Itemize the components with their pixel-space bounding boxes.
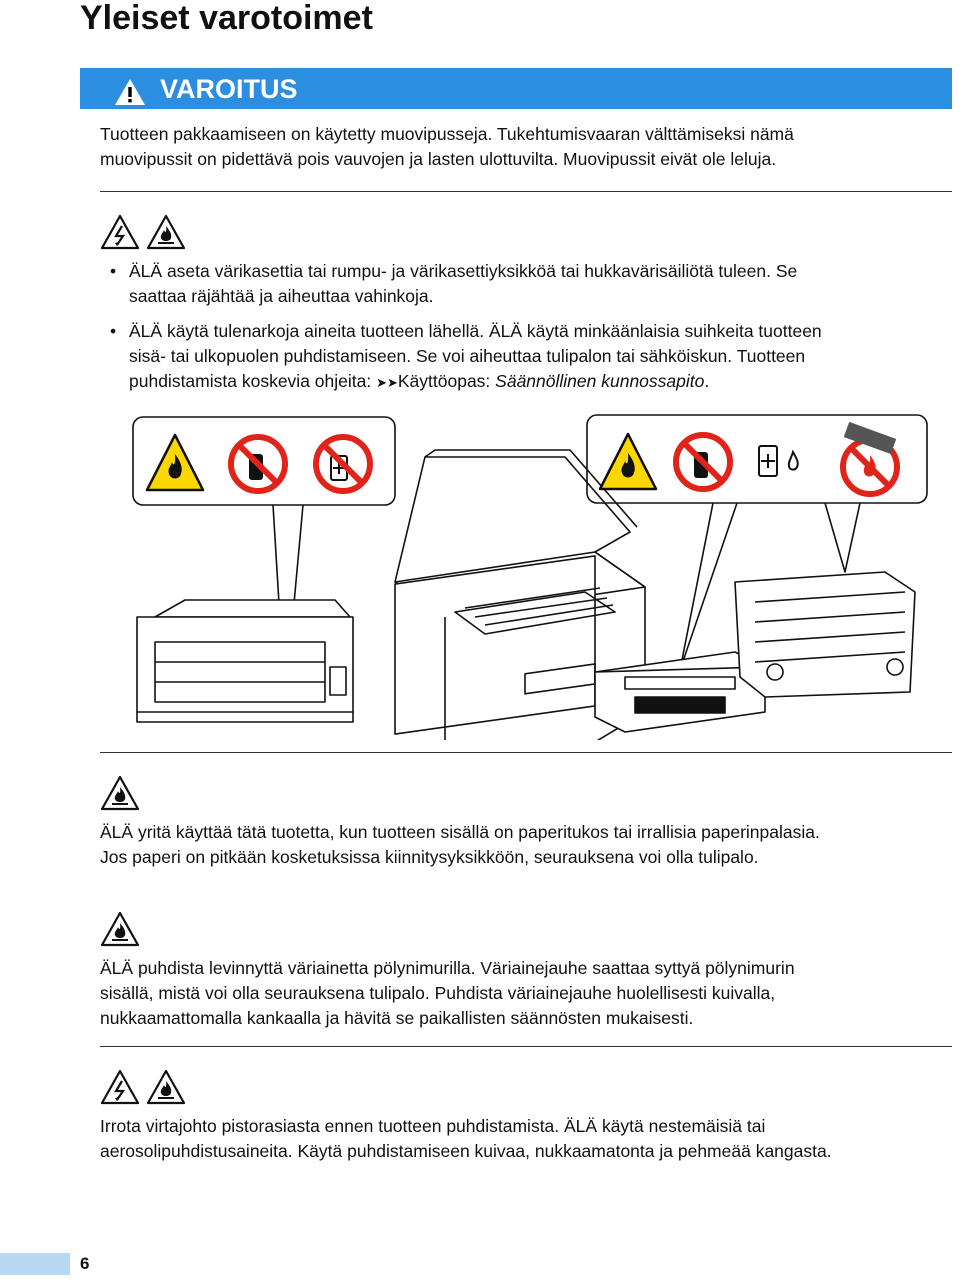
double-arrow-icon: ➤➤ [376, 375, 398, 390]
no-spray-sign [676, 435, 730, 489]
warning-banner-label: VAROITUS [160, 74, 298, 104]
electric-hazard-icon [100, 1069, 140, 1105]
electric-hazard-icon [100, 214, 140, 250]
divider [100, 752, 952, 753]
section3-line-2: sisällä, mistä voi olla seurauksena tulipalo. Puhdista väriainejauhe huolellisesti kuivalla, [100, 983, 776, 1003]
warning-triangle-icon [113, 77, 147, 107]
page-tab [0, 1253, 70, 1275]
intro-line-1: Tuotteen pakkaamiseen on käytetty muovipusseja. Tukehtumisvaaran välttämiseksi nämä [100, 124, 794, 144]
section3-line-3: nukkaamattomalla kankaalla ja hävitä se paikallisten säännösten mukaisesti. [100, 1008, 694, 1028]
section4-line-2: aerosolipuhdistusaineita. Käytä puhdistamiseen kuivaa, nukkaamatonta ja pehmeää kangasta. [100, 1141, 832, 1161]
divider [100, 1046, 952, 1047]
fire-hazard-icon [100, 775, 140, 811]
reference-end: . [704, 371, 710, 391]
page-number: 6 [80, 1254, 90, 1273]
bullet-dot: • [110, 321, 117, 341]
no-liquid-cleaner-sign [316, 437, 370, 491]
printer-cleaning-illustration [125, 412, 930, 740]
intro-line-2: muovipussit on pidettävä pois vauvojen ja lasten ulottuvilta. Muovipussit eivät ole leluja. [100, 149, 777, 169]
fire-hazard-icon [100, 911, 140, 947]
bullet-1-line-1: ÄLÄ aseta värikasettia tai rumpu- ja värikasettiyksikköä tai hukkavärisäiliötä tuleen. Se [129, 261, 798, 281]
bullet-2-line-2: sisä- tai ulkopuolen puhdistamiseen. Se voi aiheuttaa tulipalon tai sähköiskun. Tuotteen [129, 346, 806, 366]
section2-line-2: Jos paperi on pitkään kosketuksissa kiinnitysyksikköön, seurauksena voi olla tulipalo. [100, 847, 759, 867]
section4-line-1: Irrota virtajohto pistorasiasta ennen tuotteen puhdistamista. ÄLÄ käytä nestemäisiä tai [100, 1116, 766, 1136]
page-title: Yleiset varotoimet [80, 0, 373, 37]
section2-line-1: ÄLÄ yritä käyttää tätä tuotetta, kun tuotteen sisällä on paperitukos tai irrallisia paperinpalasia. [100, 822, 820, 842]
reference-prefix: puhdistamista koskevia ohjeita: [129, 371, 377, 391]
bullet-2-line-1: ÄLÄ käytä tulenarkoja aineita tuotteen lähellä. ÄLÄ käytä minkäänlaisia suihkeita tuotteen [129, 321, 822, 341]
bullet-2-line-3 [129, 369, 709, 395]
reference-chapter: Säännöllinen kunnossapito [495, 371, 705, 391]
bullet-1-line-2: saattaa räjähtää ja aiheuttaa vahinkoja. [129, 286, 434, 306]
fire-hazard-icon [146, 1069, 186, 1105]
reference-book: Käyttöopas: [397, 371, 496, 391]
bullet-dot: • [110, 261, 117, 281]
section3-line-1: ÄLÄ puhdista levinnyttä väriainetta pölynimurilla. Väriainejauhe saattaa syttyä pölynimurin [100, 958, 795, 978]
fire-hazard-icon [146, 214, 186, 250]
no-spray-sign [231, 437, 285, 491]
divider [100, 191, 952, 192]
